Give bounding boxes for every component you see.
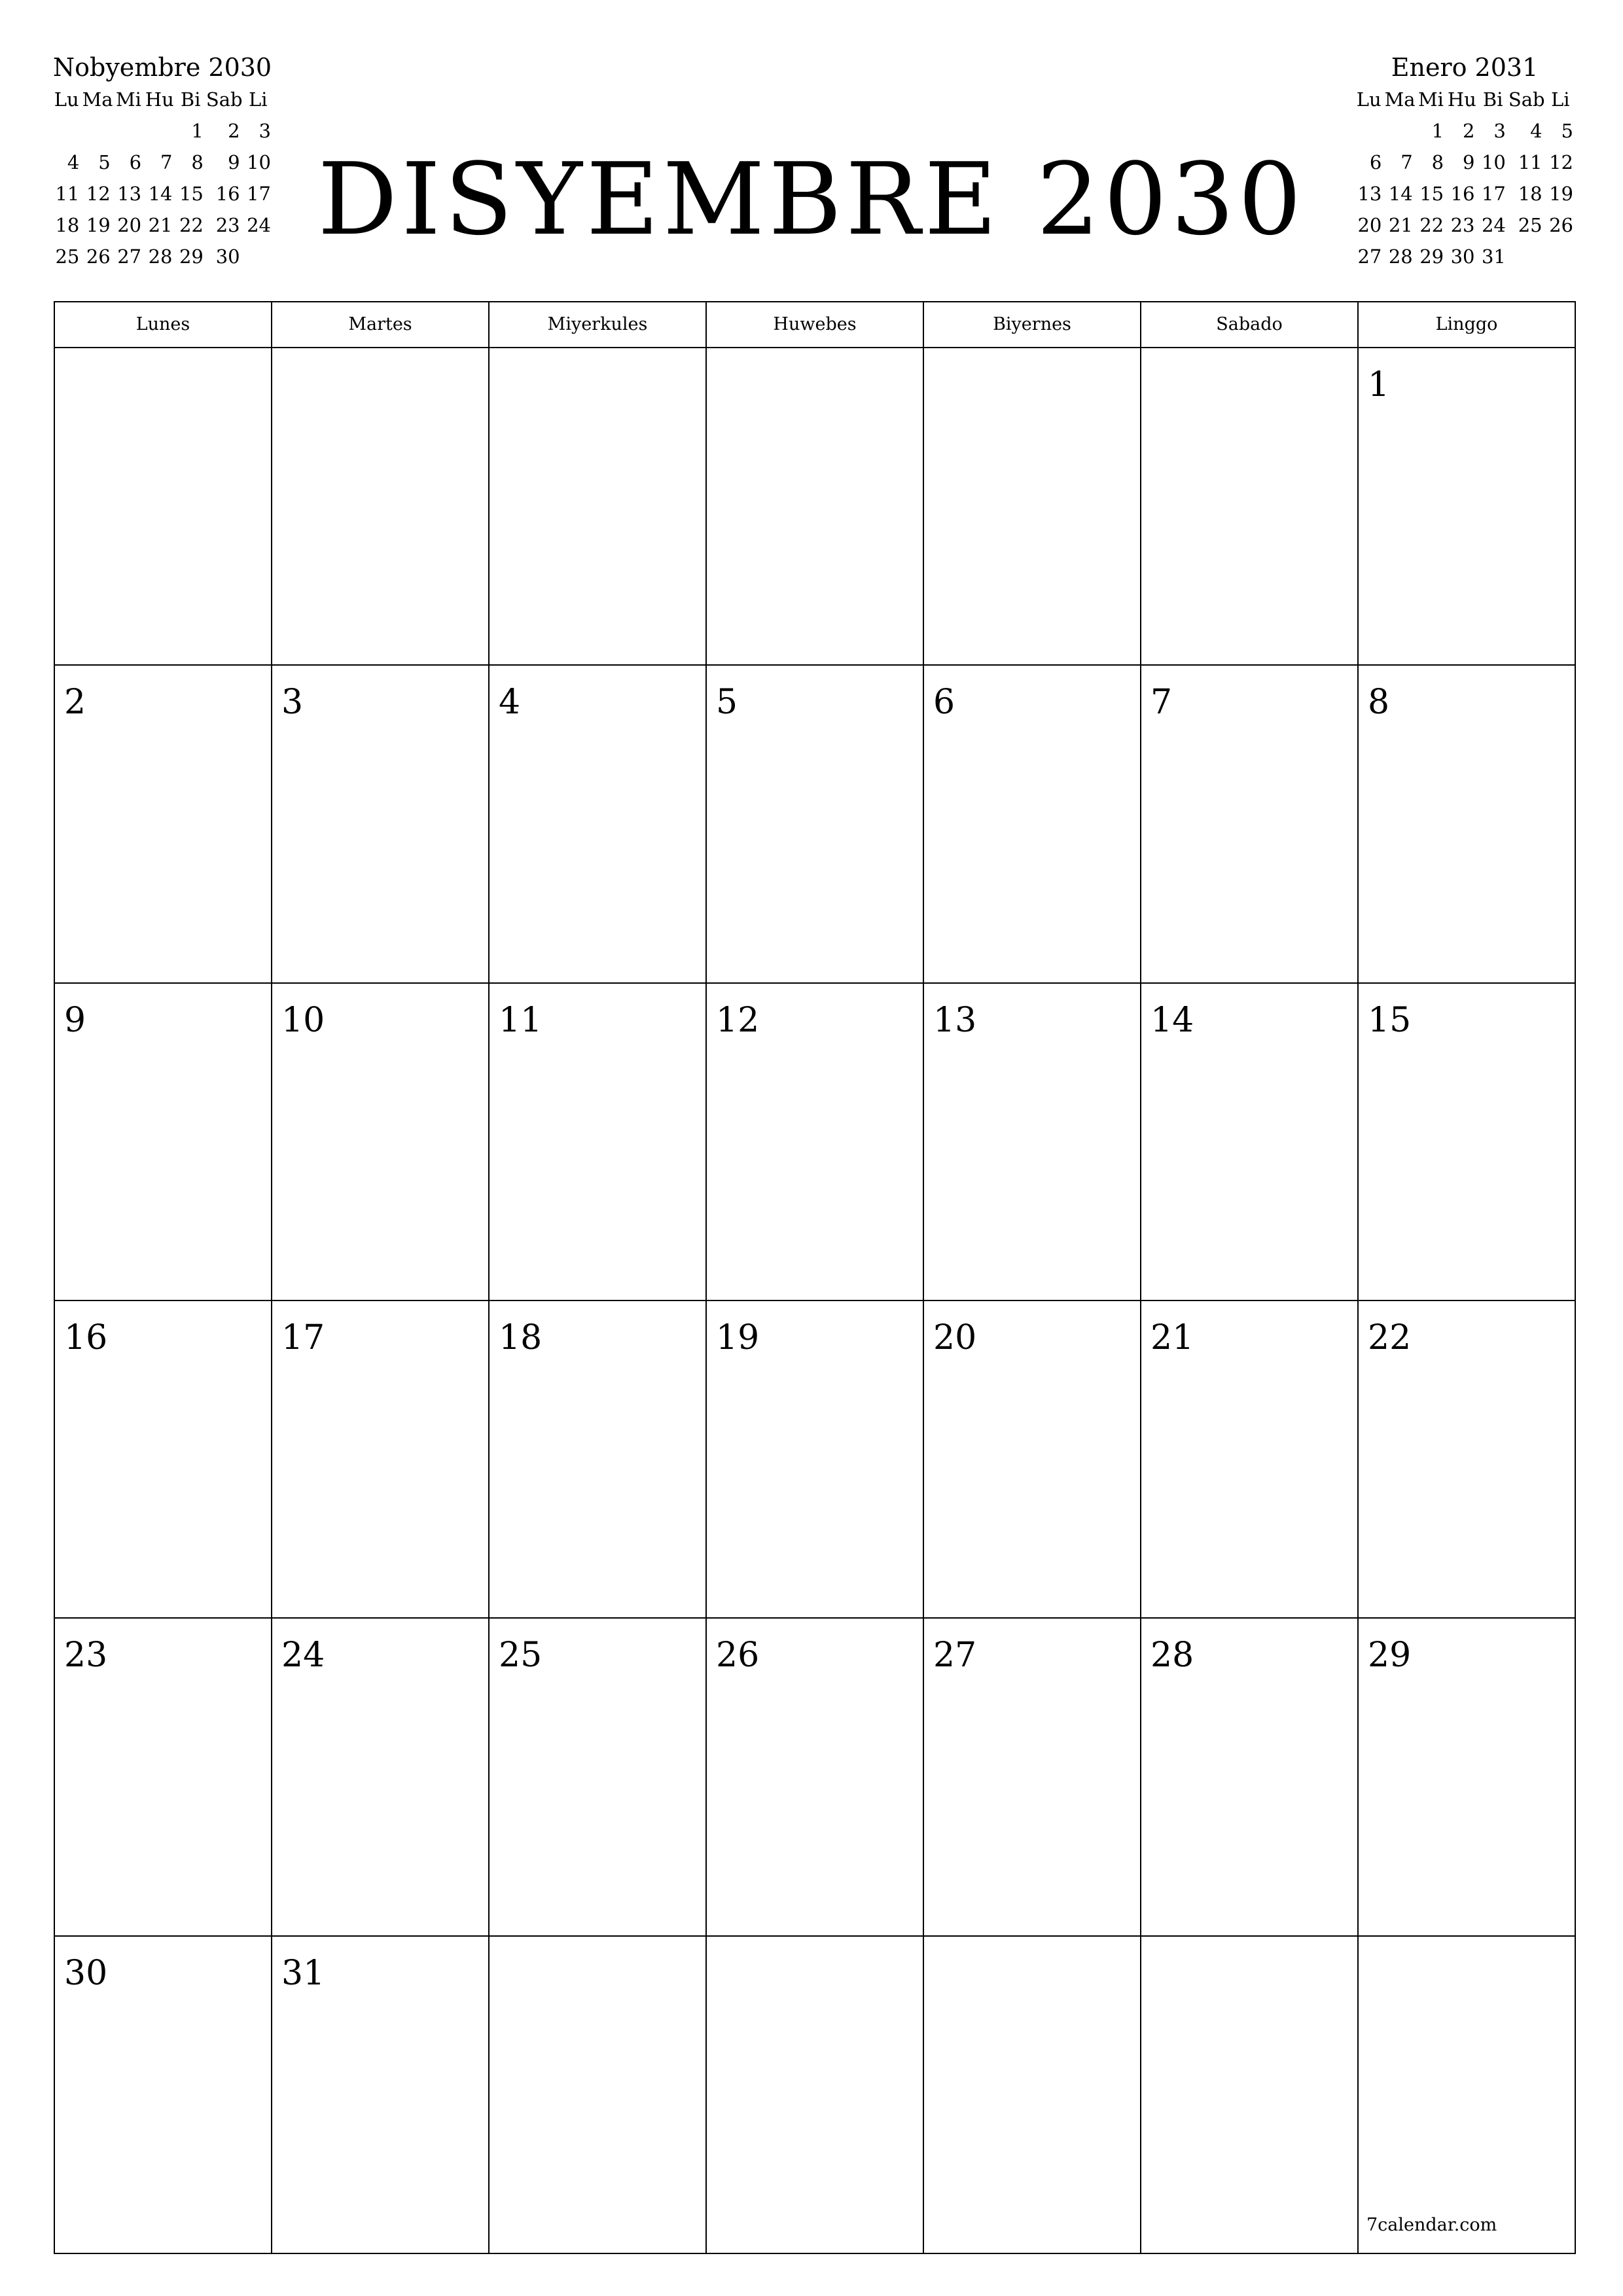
day-number: 29 [1368,1636,1412,1676]
day-cell [1359,348,1576,666]
mini-day [1384,115,1415,147]
day-cell [55,984,272,1301]
day-cell [924,1301,1141,1619]
mini-weekday-header: Mi [115,88,141,111]
mini-day: 6 [1369,151,1382,173]
mini-day: 25 [1518,214,1543,236]
day-number: 16 [64,1318,108,1357]
day-cell [490,1619,707,1936]
mini-day: 30 [215,245,240,268]
mini-day [1545,241,1576,272]
day-number: 14 [1150,1000,1194,1040]
mini-day: 13 [1357,183,1382,205]
mini-day: 2 [228,120,240,142]
day-number: 27 [933,1636,977,1676]
mini-day: 28 [148,245,173,268]
mini-weekday-header: Bi [1482,88,1503,111]
mini-weekday-header: Mi [1418,88,1444,111]
day-number: 30 [64,1953,108,1993]
mini-day: 25 [55,245,80,268]
mini-day: 21 [1388,214,1413,236]
mini-day: 29 [179,245,204,268]
day-cell [707,1301,924,1619]
day-cell [272,1937,490,2254]
day-number: 6 [933,683,955,723]
day-cell [55,348,272,666]
mini-day: 10 [1481,151,1506,173]
day-cell [1359,1301,1576,1619]
mini-weekday-header: Ma [82,88,113,111]
day-cell [55,1619,272,1936]
month-calendar-grid [54,301,1576,2254]
day-cell [490,1937,707,2254]
day-number: 19 [716,1318,760,1357]
mini-day: 22 [179,214,204,236]
mini-day: 21 [148,214,173,236]
mini-calendar-grid [1353,84,1576,272]
mini-weekday-header: Sab [205,88,243,111]
mini-weekday-header: Lu [1356,88,1382,111]
day-cell [55,1937,272,2254]
day-cell [1141,984,1359,1301]
mini-weekday-header: Li [249,88,268,111]
mini-day: 24 [247,214,271,236]
mini-day: 3 [259,120,271,142]
day-cell [924,348,1141,666]
weekday-header: Martes [272,302,490,348]
mini-day: 13 [117,183,142,205]
mini-weekday-header: Hu [1447,88,1476,111]
mini-day: 28 [1388,245,1413,268]
mini-calendar-next-month [1353,51,1576,272]
footer-credit: 7calendar.com [1366,2215,1497,2235]
day-number: 22 [1368,1318,1412,1357]
day-number: 7 [1150,683,1173,723]
day-number: 2 [64,683,86,723]
day-cell [1141,348,1359,666]
mini-day: 19 [1549,183,1573,205]
day-cell [924,666,1141,983]
day-cell [272,666,490,983]
day-cell [272,984,490,1301]
day-cell [924,1937,1141,2254]
day-cell [490,348,707,666]
mini-day: 6 [129,151,142,173]
mini-day: 12 [1549,151,1573,173]
mini-day: 1 [191,120,204,142]
mini-day: 11 [1518,151,1543,173]
day-number: 17 [281,1318,325,1357]
mini-day: 4 [1530,120,1543,142]
day-number: 11 [499,1000,543,1040]
day-cell [272,1301,490,1619]
day-cell [1141,1619,1359,1936]
day-cell [707,348,924,666]
mini-day: 11 [55,183,80,205]
weekday-header: Huwebes [707,302,924,348]
mini-day: 31 [1481,245,1506,268]
day-number: 18 [499,1318,543,1357]
day-cell [272,1619,490,1936]
mini-day: 20 [1357,214,1382,236]
mini-day: 10 [247,151,271,173]
mini-day: 20 [117,214,142,236]
day-number: 24 [281,1636,325,1676]
day-number: 25 [499,1636,543,1676]
mini-day: 5 [1561,120,1573,142]
weekday-header: Lunes [55,302,272,348]
weekday-header: Linggo [1359,302,1576,348]
day-cell [707,666,924,983]
mini-day: 9 [1463,151,1475,173]
mini-day: 22 [1419,214,1444,236]
day-number: 15 [1368,1000,1412,1040]
mini-day: 5 [98,151,111,173]
mini-weekday-header: Li [1551,88,1570,111]
day-cell [1359,666,1576,983]
mini-weekday-header: Ma [1384,88,1416,111]
mini-day: 19 [86,214,111,236]
mini-day: 18 [1518,183,1543,205]
page-title: DISYEMBRE 2030 [317,141,1306,257]
day-cell [1141,666,1359,983]
day-number: 3 [281,683,304,723]
day-number: 10 [281,1000,325,1040]
mini-day: 15 [179,183,204,205]
day-cell [1359,1619,1576,1936]
mini-weekday-header: Sab [1508,88,1545,111]
mini-calendar-title: Nobyembre 2030 [52,53,272,82]
day-number: 8 [1368,683,1390,723]
day-number: 4 [499,683,521,723]
mini-day: 23 [1450,214,1475,236]
day-cell [1141,1301,1359,1619]
mini-day [1353,115,1384,147]
mini-calendar-title: Enero 2031 [1391,53,1539,82]
weekday-header: Sabado [1141,302,1359,348]
weekday-header: Biyernes [924,302,1141,348]
mini-day: 27 [117,245,142,268]
mini-day: 9 [228,151,240,173]
mini-day: 8 [191,151,204,173]
mini-day: 29 [1419,245,1444,268]
day-cell [1359,984,1576,1301]
day-cell [272,348,490,666]
mini-day: 7 [160,151,173,173]
day-number: 26 [716,1636,760,1676]
day-cell [707,1619,924,1936]
mini-day: 17 [1481,183,1506,205]
mini-day: 12 [86,183,111,205]
day-number: 31 [281,1953,325,1993]
day-number: 28 [1150,1636,1194,1676]
day-cell [1141,1937,1359,2254]
day-number: 5 [716,683,738,723]
mini-day: 16 [215,183,240,205]
mini-weekday-header: Hu [145,88,174,111]
day-cell [490,1301,707,1619]
day-cell [707,984,924,1301]
day-cell [55,1301,272,1619]
mini-day: 14 [1388,183,1413,205]
mini-day: 23 [215,214,240,236]
day-number: 9 [64,1000,86,1040]
day-number: 23 [64,1636,108,1676]
day-cell [924,1619,1141,1936]
mini-day: 1 [1431,120,1444,142]
mini-day: 27 [1357,245,1382,268]
mini-day: 2 [1463,120,1475,142]
mini-day: 3 [1493,120,1506,142]
mini-day: 18 [55,214,80,236]
day-number: 12 [716,1000,760,1040]
day-cell [490,984,707,1301]
mini-day: 8 [1431,151,1444,173]
day-cell [490,666,707,983]
day-cell [55,666,272,983]
day-cell [1359,1937,1576,2254]
mini-day: 16 [1450,183,1475,205]
mini-day: 24 [1481,214,1506,236]
mini-day: 26 [1549,214,1573,236]
day-number: 20 [933,1318,977,1357]
mini-day: 30 [1450,245,1475,268]
mini-weekday-header: Bi [180,88,201,111]
day-number: 13 [933,1000,977,1040]
mini-day: 7 [1400,151,1413,173]
mini-day: 26 [86,245,111,268]
day-number: 21 [1150,1318,1194,1357]
mini-day: 15 [1419,183,1444,205]
day-number: 1 [1368,365,1390,404]
weekday-header: Miyerkules [490,302,707,348]
mini-day: 14 [148,183,173,205]
day-cell [924,984,1141,1301]
mini-day [1508,241,1545,272]
mini-weekday-header: Lu [54,88,79,111]
mini-day: 17 [247,183,271,205]
day-cell [707,1937,924,2254]
mini-day: 4 [67,151,80,173]
